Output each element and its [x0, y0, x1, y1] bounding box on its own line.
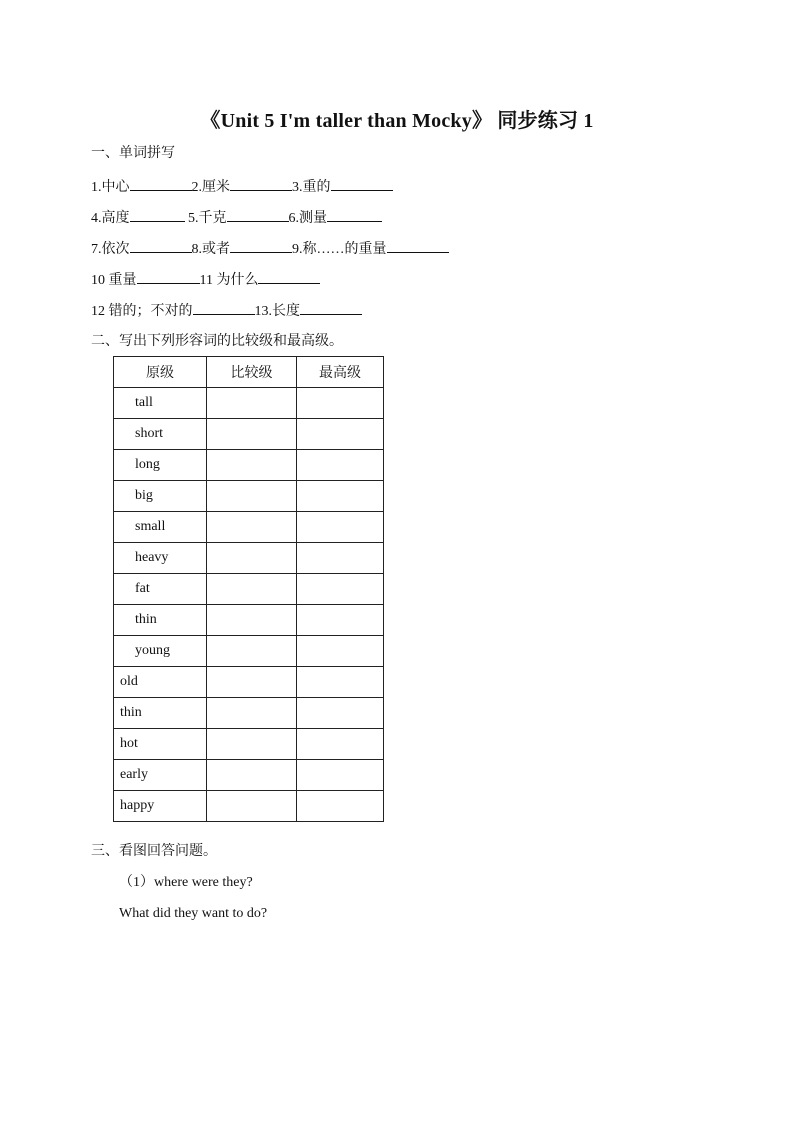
spelling-row-1 [91, 177, 393, 197]
spelling-item: 7.依次 [91, 242, 130, 257]
spelling-item: 13.长度 [254, 304, 300, 319]
table-header-row [114, 357, 384, 388]
table-row [114, 698, 384, 729]
table-row [114, 543, 384, 574]
spelling-item: 4.高度 [91, 211, 130, 226]
answer-blank[interactable] [130, 239, 192, 253]
spelling-item: 3.重的 [292, 180, 331, 195]
comparative-answer-cell[interactable] [207, 512, 297, 543]
superlative-answer-cell[interactable] [297, 481, 384, 512]
table-row [114, 760, 384, 791]
page-title: 《Unit 5 I'm taller than Mocky》 同步练习 1 [200, 110, 594, 132]
spelling-item: 5.千克 [188, 211, 227, 226]
superlative-answer-cell[interactable] [297, 512, 384, 543]
superlative-answer-cell[interactable] [297, 636, 384, 667]
word-cell: old [114, 667, 207, 698]
table-row [114, 605, 384, 636]
answer-blank[interactable] [387, 239, 449, 253]
comparative-answer-cell[interactable] [207, 481, 297, 512]
answer-blank[interactable] [327, 208, 382, 222]
table-row [114, 574, 384, 605]
comparative-answer-cell[interactable] [207, 636, 297, 667]
word-cell: long [114, 450, 207, 481]
comparative-answer-cell[interactable] [207, 605, 297, 636]
word-cell: early [114, 760, 207, 791]
comparative-answer-cell[interactable] [207, 574, 297, 605]
word-cell: short [114, 419, 207, 450]
spelling-item: 12 错的；不对的 [91, 304, 193, 319]
answer-blank[interactable] [258, 270, 320, 284]
comparative-answer-cell[interactable] [207, 698, 297, 729]
answer-blank[interactable] [137, 270, 200, 284]
spelling-item: 1.中心 [91, 180, 130, 195]
spelling-item: 9.称……的重量 [292, 242, 387, 257]
word-cell: hot [114, 729, 207, 760]
superlative-answer-cell[interactable] [297, 791, 384, 822]
section1-heading: 一、单词拼写 [91, 146, 175, 161]
section3-heading: 三、看图回答问题。 [91, 844, 217, 859]
spelling-row-2 [91, 208, 382, 228]
superlative-answer-cell[interactable] [297, 698, 384, 729]
superlative-answer-cell[interactable] [297, 543, 384, 574]
answer-blank[interactable] [130, 177, 192, 191]
word-cell: small [114, 512, 207, 543]
comparative-answer-cell[interactable] [207, 729, 297, 760]
question-2: What did they want to do? [119, 906, 268, 921]
table-row [114, 729, 384, 760]
table-row [114, 636, 384, 667]
comparative-answer-cell[interactable] [207, 419, 297, 450]
header-base-form: 原级 [114, 357, 207, 388]
word-cell: fat [114, 574, 207, 605]
answer-blank[interactable] [227, 208, 289, 222]
superlative-answer-cell[interactable] [297, 574, 384, 605]
table-row [114, 512, 384, 543]
table-row [114, 791, 384, 822]
header-comparative: 比较级 [207, 357, 297, 388]
table-row [114, 419, 384, 450]
comparative-answer-cell[interactable] [207, 543, 297, 574]
spelling-item: 6.测量 [288, 211, 327, 226]
section2-heading: 二、写出下列形容词的比较级和最高级。 [91, 334, 343, 349]
superlative-answer-cell[interactable] [297, 419, 384, 450]
word-cell: young [114, 636, 207, 667]
answer-blank[interactable] [193, 301, 255, 315]
answer-blank[interactable] [300, 301, 362, 315]
superlative-answer-cell[interactable] [297, 667, 384, 698]
word-cell: heavy [114, 543, 207, 574]
table-row [114, 667, 384, 698]
comparative-answer-cell[interactable] [207, 450, 297, 481]
word-cell: tall [114, 388, 207, 419]
answer-blank[interactable] [230, 239, 292, 253]
superlative-answer-cell[interactable] [297, 605, 384, 636]
answer-blank[interactable] [130, 208, 185, 222]
comparative-answer-cell[interactable] [207, 388, 297, 419]
word-cell: big [114, 481, 207, 512]
superlative-answer-cell[interactable] [297, 450, 384, 481]
comparative-answer-cell[interactable] [207, 791, 297, 822]
word-cell: thin [114, 605, 207, 636]
comparative-answer-cell[interactable] [207, 667, 297, 698]
comparison-table [113, 356, 384, 822]
word-cell: thin [114, 698, 207, 729]
table-row [114, 450, 384, 481]
comparative-answer-cell[interactable] [207, 760, 297, 791]
answer-blank[interactable] [331, 177, 393, 191]
spelling-row-5 [91, 301, 362, 321]
answer-blank[interactable] [230, 177, 292, 191]
table-row [114, 481, 384, 512]
spelling-row-3 [91, 239, 449, 259]
superlative-answer-cell[interactable] [297, 760, 384, 791]
spelling-item: 8.或者 [191, 242, 230, 257]
table-row [114, 388, 384, 419]
spelling-item: 2.厘米 [191, 180, 230, 195]
spelling-item: 10 重量 [91, 273, 137, 288]
superlative-answer-cell[interactable] [297, 729, 384, 760]
spelling-item: 11 为什么 [199, 273, 259, 288]
question-1: （1）where were they? [119, 875, 253, 890]
spelling-row-4 [91, 270, 320, 290]
superlative-answer-cell[interactable] [297, 388, 384, 419]
word-cell: happy [114, 791, 207, 822]
header-superlative: 最高级 [297, 357, 384, 388]
